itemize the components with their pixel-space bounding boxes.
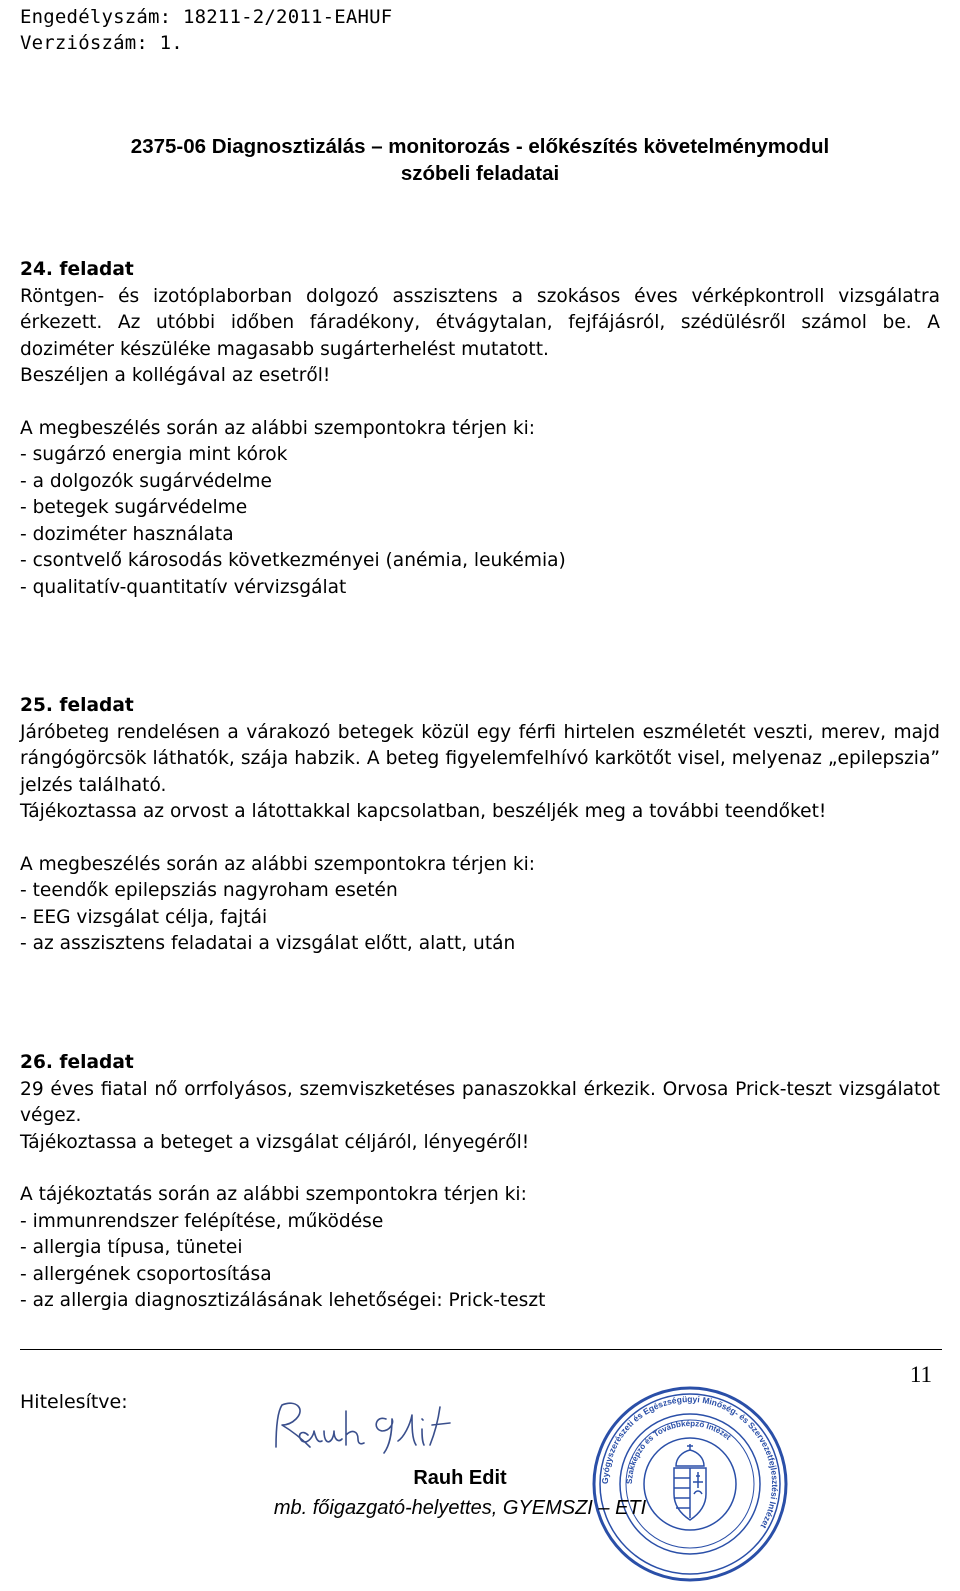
task-points-intro: A tájékoztatás során az alábbi szempontokra térjen ki: [20, 1184, 527, 1205]
page-number: 11 [909, 1362, 932, 1387]
task-case-description: Járóbeteg rendelésen a várakozó betegek közül egy férfi hirtelen eszméletét veszti, merev, majd rángógörcsök láthatók, szája habzik. A beteg figyelemfelhívó karkötőt visel, melyenaz „epilepszia” jelzés található. [20, 721, 940, 796]
task-case-description: Röntgen- és izotóplaborban dolgozó asszisztens a szokásos éves vérképkontroll vizsgálatra érkezett. Az utóbbi időben fáradékony, étvágytalan, fejfájásról, szédülésről számol be. A doziméter készüléke magasabb sugárterhelést mutatott. [20, 285, 940, 360]
task-point: - doziméter használata [20, 523, 234, 545]
task-point: - betegek sugárvédelme [20, 497, 248, 518]
page-title-line-2: szóbeli feladatai [400, 162, 560, 185]
task-instruction: Tájékoztassa az orvost a látottakkal kapcsolatban, beszéljék meg a további teendőket! [20, 801, 827, 822]
signature-graphic [262, 1395, 472, 1465]
task-25 [20, 693, 940, 958]
task-number: 25. feladat [20, 695, 134, 716]
task-points-list [20, 878, 940, 958]
task-number: 26. feladat [20, 1052, 134, 1073]
task-point: - az allergia diagnosztizálásának lehetőségei: Prick-teszt [20, 1290, 546, 1311]
task-instruction: Tájékoztassa a beteget a vizsgálat céljáról, lényegéről! [20, 1131, 530, 1153]
task-points-intro: A megbeszélés során az alábbi szempontokra térjen ki: [20, 853, 536, 875]
task-instruction: Beszéljen a kollégával az esetről! [20, 365, 331, 386]
task-points-list [20, 1209, 940, 1315]
task-number: 24. feladat [20, 259, 134, 280]
svg-text:Szakképző és Továbbképző Intéz: Szakképző és Továbbképző Intézet [624, 1418, 733, 1485]
task-point: - EEG vizsgálat célja, fajtái [20, 906, 268, 928]
task-points-list [20, 442, 940, 601]
version-number: Verziószám: 1. [20, 32, 183, 54]
task-24 [20, 257, 940, 601]
page-title [0, 133, 960, 187]
task-point: - az asszisztens feladatai a vizsgálat előtt, alatt, után [20, 933, 516, 954]
task-26 [20, 1050, 940, 1315]
task-case-description: 29 éves fiatal nő orrfolyásos, szemviszketéses panaszokkal érkezik. Orvosa Prick-teszt vizsgálatot végez. [20, 1078, 940, 1126]
license-number: Engedélyszám: 18211-2/2011-EAHUF [20, 6, 393, 28]
authenticated-label: Hitelesítve: [20, 1391, 128, 1413]
task-point: - allergének csoportosítása [20, 1263, 272, 1285]
task-point: - qualitatív-quantitatív vérvizsgálat [20, 576, 347, 598]
signer-name: Rauh Edit [413, 1467, 507, 1489]
task-point: - a dolgozók sugárvédelme [20, 470, 272, 492]
task-point: - allergia típusa, tünetei [20, 1237, 243, 1258]
task-point: - csontvelő károsodás következményei (anémia, leukémia) [20, 550, 566, 571]
signer-role: mb. főigazgató-helyettes, GYEMSZI – ETI [273, 1497, 647, 1519]
task-point: - sugárzó energia mint kórok [20, 444, 288, 465]
footer-divider [20, 1349, 942, 1350]
document-header [20, 4, 392, 56]
task-point: - immunrendszer felépítése, működése [20, 1210, 384, 1232]
page-title-line-1: 2375-06 Diagnosztizálás – monitorozás - előkészítés követelménymodul [130, 135, 830, 158]
task-point: - teendők epilepsziás nagyroham esetén [20, 880, 398, 901]
task-points-intro: A megbeszélés során az alábbi szempontokra térjen ki: [20, 417, 536, 439]
handwritten-signature [262, 1395, 472, 1470]
svg-text:Gyógyszerészeti és Egészségügy: Gyógyszerészeti és Egészségügyi Minőség- és Szervezetfejlesztési Intézet [599, 1393, 781, 1531]
